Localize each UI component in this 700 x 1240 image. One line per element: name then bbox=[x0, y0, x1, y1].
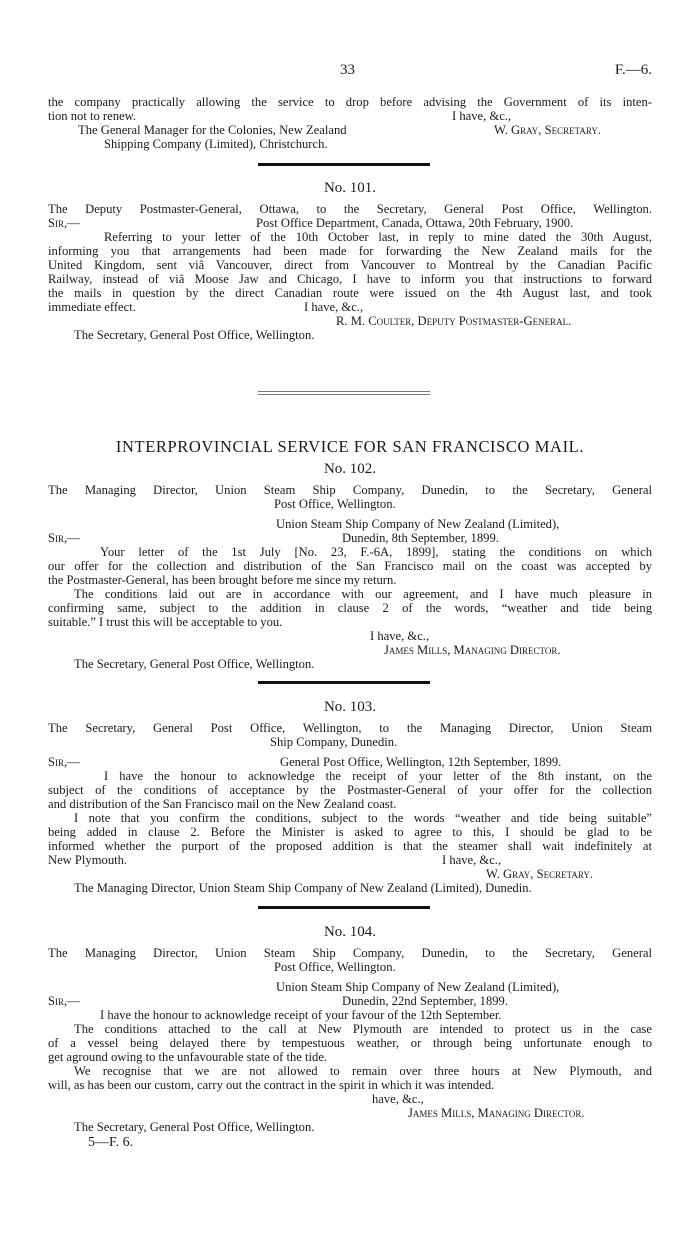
letter-have: have, &c., bbox=[372, 1092, 424, 1106]
letter-signer: James Mills, Managing Director. bbox=[384, 643, 561, 657]
body-line: being added in clause 2. Before the Minister is asked to agree to this, I should be glad to be bbox=[48, 825, 652, 839]
letter-signer: W. Gray, Secretary. bbox=[486, 867, 594, 881]
body-line: the mails in question by the direct Canadian route were issued on the 4th August last, and took bbox=[48, 286, 652, 300]
body-line: will, as has been our custom, carry out the contract in the spirit in which it was intended. bbox=[48, 1078, 495, 1092]
letter-from: General Post Office, Wellington, 12th September, 1899. bbox=[280, 755, 562, 769]
letter-addressee: The Secretary, General Post Office, Wellington. bbox=[74, 1120, 315, 1134]
letter-heading: The Deputy Postmaster-General, Ottawa, to the Secretary, General Post Office, Wellington. bbox=[48, 202, 652, 216]
letter-date: Dunedin, 8th September, 1899. bbox=[342, 531, 499, 545]
intro-have: I have, &c., bbox=[452, 109, 512, 123]
body-line: subject of the conditions of acceptance by the Postmaster-General of your offer for the collection bbox=[48, 783, 652, 797]
letter-date: Dunedin, 22nd September, 1899. bbox=[342, 994, 508, 1008]
letter-heading: The Managing Director, Union Steam Ship Company, Dunedin, to the Secretary, General bbox=[48, 483, 652, 497]
body-line: get aground owing to the unfavourable state of the tide. bbox=[48, 1050, 328, 1064]
body-line: New Plymouth. bbox=[48, 853, 128, 867]
divider-rule bbox=[258, 681, 430, 684]
body-line: our offer for the collection and distribution of the San Francisco mail on the coast was accepted by bbox=[48, 559, 652, 573]
body-line: Railway, instead of viâ Moose Jaw and Chicago, I have to inform you that instructions to forward bbox=[48, 272, 652, 286]
salutation: Sir,— bbox=[48, 755, 80, 769]
section-divider bbox=[258, 391, 430, 392]
page-number: 33 bbox=[340, 62, 355, 78]
salutation: Sir,— bbox=[48, 531, 80, 545]
signature-mark: 5—F. 6. bbox=[88, 1135, 134, 1150]
body-line: Referring to your letter of the 10th October last, in reply to mine dated the 30th August, bbox=[104, 230, 652, 244]
letter-heading-cont: Post Office, Wellington. bbox=[274, 960, 396, 974]
letter-heading-cont: Post Office, Wellington. bbox=[274, 497, 396, 511]
letter-number: No. 104. bbox=[323, 924, 377, 940]
letter-from: Union Steam Ship Company of New Zealand (Limited), bbox=[276, 980, 560, 994]
letter-number: No. 102. bbox=[323, 461, 377, 477]
intro-signer: W. Gray, Secretary. bbox=[494, 123, 602, 137]
intro-line-1: the company practically allowing the service to drop before advising the Government of its inten- bbox=[48, 95, 652, 109]
divider-rule bbox=[258, 163, 430, 166]
intro-line-2: tion not to renew. bbox=[48, 109, 137, 123]
body-line: informed whether the purport of the proposed addition is that the steamer shall wait indefinitely at bbox=[48, 839, 652, 853]
body-line: and distribution of the San Francisco mail on the New Zealand coast. bbox=[48, 797, 397, 811]
letter-from: Post Office Department, Canada, Ottawa, 20th February, 1900. bbox=[256, 216, 574, 230]
document-reference: F.—6. bbox=[614, 62, 652, 78]
letter-addressee: The Secretary, General Post Office, Wellington. bbox=[74, 657, 315, 671]
intro-addressee-2: Shipping Company (Limited), Christchurch. bbox=[104, 137, 328, 151]
salutation: Sir,— bbox=[48, 994, 80, 1008]
letter-heading-cont: Ship Company, Dunedin. bbox=[270, 735, 398, 749]
body-line: The conditions laid out are in accordance with our agreement, and I have much pleasure in bbox=[74, 587, 652, 601]
body-line: the Postmaster-General, has been brought before me since my return. bbox=[48, 573, 397, 587]
letter-number: No. 101. bbox=[323, 180, 377, 196]
body-line: I have the honour to acknowledge receipt of your favour of the 12th September. bbox=[100, 1008, 502, 1022]
letter-have: I have, &c., bbox=[370, 629, 430, 643]
body-line: The conditions attached to the call at New Plymouth are intended to protect us in the case bbox=[74, 1022, 652, 1036]
body-line: of a vessel being delayed there by tempestuous weather, or through being unfortunate enough to bbox=[48, 1036, 652, 1050]
intro-addressee-1: The General Manager for the Colonies, New Zealand bbox=[78, 123, 347, 137]
body-line: I have the honour to acknowledge the receipt of your letter of the 8th instant, on the bbox=[104, 769, 652, 783]
letter-signer: R. M. Coulter, Deputy Postmaster-General. bbox=[336, 314, 572, 328]
salutation: Sir,— bbox=[48, 216, 80, 230]
body-line: immediate effect. bbox=[48, 300, 136, 314]
body-line: informing you that arrangements had been made for forwarding the New Zealand mails for the bbox=[48, 244, 652, 258]
body-line: suitable.” I trust this will be acceptable to you. bbox=[48, 615, 283, 629]
letter-signer: James Mills, Managing Director. bbox=[408, 1106, 585, 1120]
body-line: I note that you confirm the conditions, subject to the words “weather and tide being suitable” bbox=[74, 811, 652, 825]
section-divider bbox=[258, 394, 430, 395]
section-title: INTERPROVINCIAL SERVICE FOR SAN FRANCISCO MAIL. bbox=[115, 437, 585, 456]
letter-from: Union Steam Ship Company of New Zealand (Limited), bbox=[276, 517, 560, 531]
body-line: Your letter of the 1st July [No. 23, F.-6A, 1899], stating the conditions on which bbox=[100, 545, 652, 559]
letter-have: I have, &c., bbox=[442, 853, 502, 867]
body-line: confirming same, subject to the addition in clause 2 of the words, “weather and tide being bbox=[48, 601, 652, 615]
letter-have: I have, &c., bbox=[304, 300, 364, 314]
letter-addressee: The Managing Director, Union Steam Ship Company of New Zealand (Limited), Dunedin. bbox=[74, 881, 532, 895]
letter-addressee: The Secretary, General Post Office, Wellington. bbox=[74, 328, 315, 342]
body-line: United Kingdom, sent viâ Vancouver, direct from Vancouver to Montreal by the Canadian Pacific bbox=[48, 258, 652, 272]
body-line: We recognise that we are not allowed to remain over three hours at New Plymouth, and bbox=[74, 1064, 652, 1078]
letter-heading: The Managing Director, Union Steam Ship Company, Dunedin, to the Secretary, General bbox=[48, 946, 652, 960]
divider-rule bbox=[258, 906, 430, 909]
letter-number: No. 103. bbox=[323, 699, 377, 715]
letter-heading: The Secretary, General Post Office, Wellington, to the Managing Director, Union Steam bbox=[48, 721, 652, 735]
